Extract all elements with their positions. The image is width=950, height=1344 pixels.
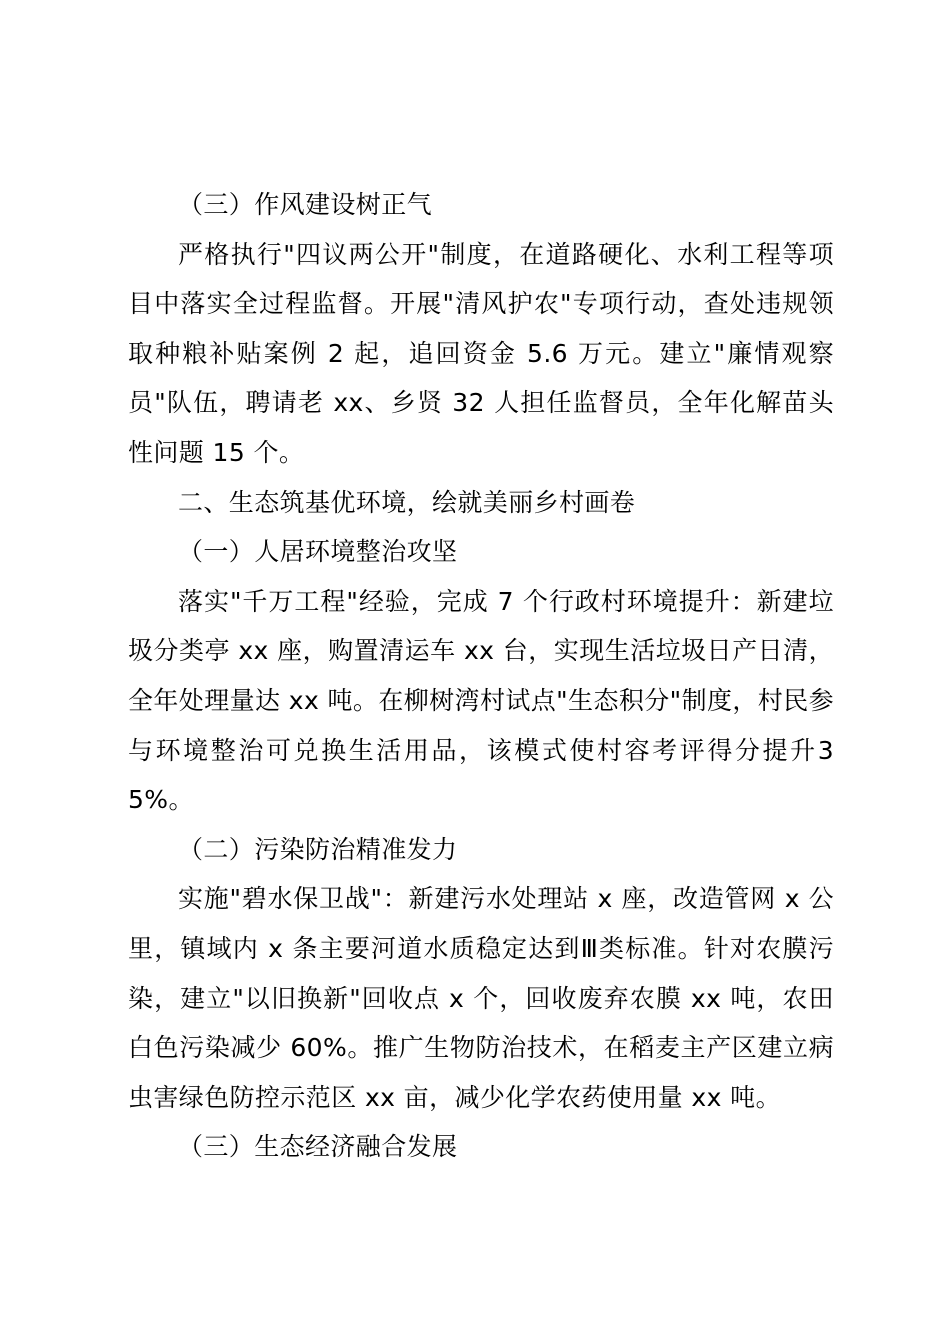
section-heading-1-3: （三）作风建设树正气 [178, 190, 433, 219]
section-heading-2-2: （二）污染防治精准发力 [178, 834, 458, 864]
section-heading-2-3: （三）生态经济融合发展 [178, 1132, 458, 1162]
paragraph-1-3: 严格执行"四议两公开"制度，在道路硬化、水利工程等项目中落实全过程监督。开展"清风护农"专项行动，查处违规领取种粮补贴案例 2 起，追回资金 5.6 万元。建立"廉情观察员"队伍，聘请老 xx、乡贤 32 人担任监督员，全年化解苗头性问题 15 个。 [128, 239, 834, 467]
paragraph-2-1: 落实"千万工程"经验，完成 7 个行政村环境提升：新建垃圾分类亭 xx 座，购置清运车 xx 台，实现生活垃圾日产日清，全年处理量达 xx 吨。在柳树湾村试点"生态积分"制度，村民参与环境整治可兑换生活用品，该模式使村容考评得分提升35%。 [128, 586, 834, 815]
document-body [128, 180, 834, 1172]
section-heading-2-1: （一）人居环境整治攻坚 [178, 537, 458, 567]
chapter-heading-2: 二、生态筑基优环境，绘就美丽乡村画卷 [178, 487, 636, 517]
paragraph-2-2: 实施"碧水保卫战"：新建污水处理站 x 座，改造管网 x 公里，镇域内 x 条主要河道水质稳定达到Ⅲ类标准。针对农膜污染，建立"以旧换新"回收点 x 个，回收废弃农膜 xx 吨，农田白色污染减少 60%。推广生物防治技术，在稻麦主产区建立病虫害绿色防控示范区 xx 亩，减少化学农药使用量 xx 吨。 [128, 884, 834, 1112]
